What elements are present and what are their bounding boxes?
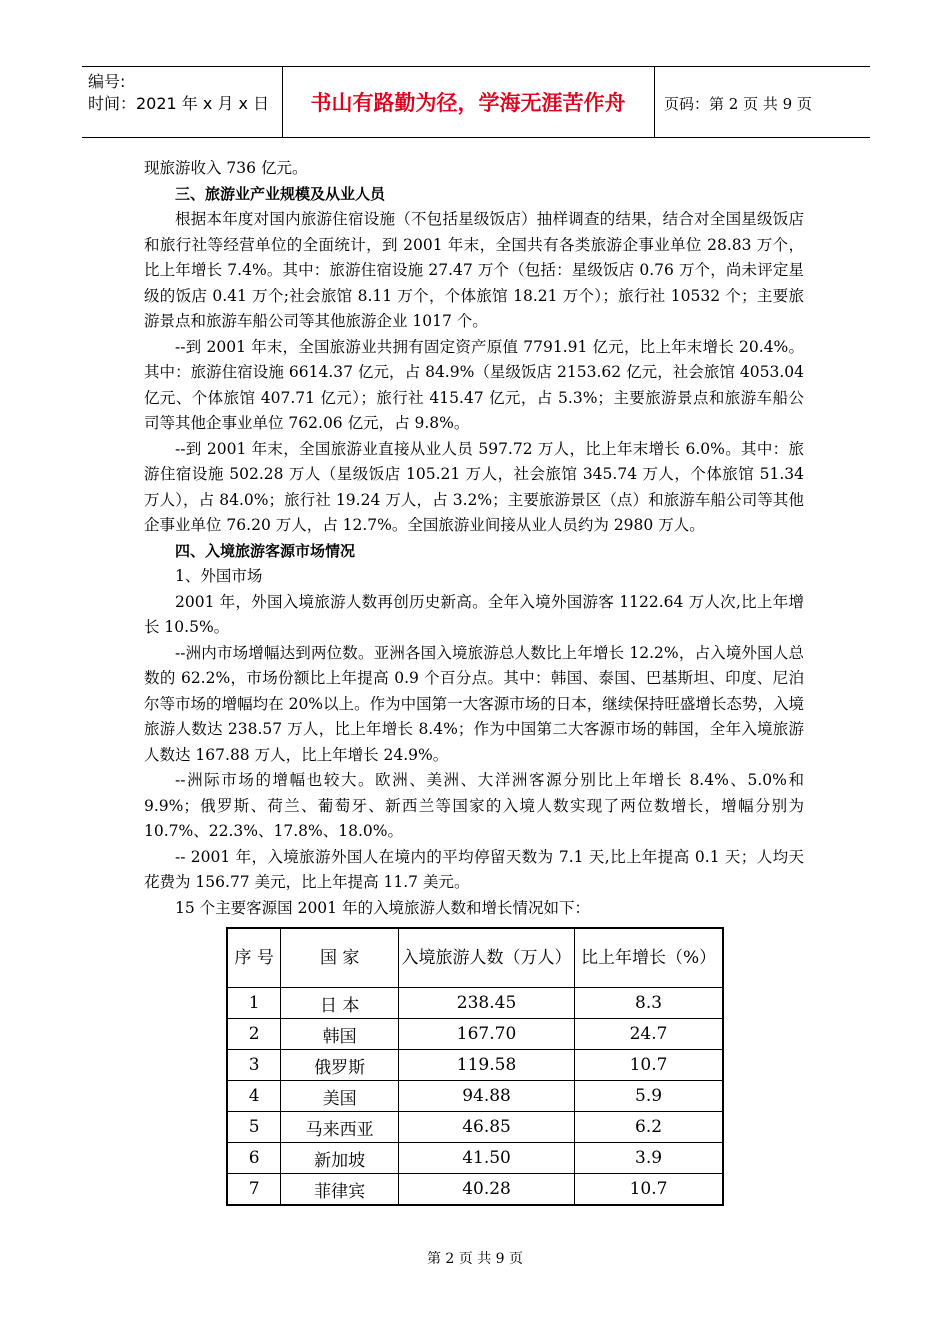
table-cell: 119.58 <box>399 1050 575 1081</box>
table-header-cell: 序 号 <box>227 928 281 988</box>
header-divider <box>654 67 655 137</box>
table-cell: 日 本 <box>281 988 399 1019</box>
table-cell: 2 <box>227 1019 281 1050</box>
table-cell: 菲律宾 <box>281 1174 399 1206</box>
subsection-heading: 1、外国市场 <box>175 567 263 585</box>
paragraph: --到 2001 年末，全国旅游业直接从业人员 597.72 万人，比上年末增长 6.0%。其中：旅游住宿设施 502.28 万人（星级饭店 105.21 万人，社会旅馆 345.74 万人，个体旅馆 51.34 万人），占 84.0%；旅行社 19.24 万人，占 3.2%；主要旅游景区（点）和旅游车船公司等其他企事业单位 76.20 万人，占 12.7%。全国旅游业间接从业人员约为 2980 万人。 <box>144 439 804 534</box>
source-country-table <box>226 927 724 1206</box>
table-cell: 10.7 <box>575 1174 723 1206</box>
paragraph: --到 2001 年末，全国旅游业共拥有固定资产原值 7791.91 亿元，比上年末增长 20.4%。其中：旅游住宿设施 6614.37 亿元，占 84.9%（星级饭店 2153.62 亿元，社会旅馆 4053.04 亿元、个体旅馆 407.71 亿元）；旅行社 415.47 亿元，占 5.3%；主要旅游景点和旅游车船公司等其他企事业单位 762.06 亿元，占 9.8%。 <box>144 337 804 432</box>
table-header-cell: 入境旅游人数（万人） <box>399 928 575 988</box>
table-header-cell: 比上年增长（%） <box>575 928 723 988</box>
document-body <box>144 156 804 921</box>
page-footer: 第 2 页 共 9 页 <box>426 1251 524 1267</box>
header-motto: 书山有路勤为径，学海无涯苦作舟 <box>310 91 626 115</box>
page-header <box>82 66 870 138</box>
table-cell: 8.3 <box>575 988 723 1019</box>
table-cell: 94.88 <box>399 1081 575 1112</box>
paragraph: --洲际市场的增幅也较大。欧洲、美洲、大洋洲客源分别比上年增长 8.4%、5.0%和 9.9%；俄罗斯、荷兰、葡萄牙、新西兰等国家的入境人数实现了两位数增长，增幅分别为 10.7%、22.3%、17.8%、18.0%。 <box>144 771 804 840</box>
date-label: 时间：2021 年 x 月 x 日 <box>88 94 270 113</box>
doc-number-label: 编号: <box>88 72 126 91</box>
table-row <box>227 1081 723 1112</box>
table-header-row <box>227 928 723 988</box>
paragraph: 2001 年，外国入境旅游人数再创历史新高。全年入境外国游客 1122.64 万人次,比上年增长 10.5%。 <box>144 592 804 636</box>
table-cell: 24.7 <box>575 1019 723 1050</box>
paragraph: 根据本年度对国内旅游住宿设施（不包括星级饭店）抽样调查的结果，结合对全国星级饭店和旅行社等经营单位的全面统计，到 2001 年末，全国共有各类旅游企事业单位 28.83 万个，比上年增长 7.4%。其中：旅游住宿设施 27.47 万个（包括：星级饭店 0.76 万个，尚未评定星级的饭店 0.41 万个;社会旅馆 8.11 万个，个体旅馆 18.21 万个）；旅行社 10532 个；主要旅游景点和旅游车船公司等其他旅游企业 1017 个。 <box>144 210 804 330</box>
section-heading: 四、入境旅游客源市场情况 <box>175 541 356 560</box>
table-row <box>227 1019 723 1050</box>
table-row <box>227 988 723 1019</box>
table-cell: 6.2 <box>575 1112 723 1143</box>
table-cell: 马来西亚 <box>281 1112 399 1143</box>
paragraph: 现旅游收入 736 亿元。 <box>144 159 308 177</box>
table-cell: 5.9 <box>575 1081 723 1112</box>
paragraph: -- 2001 年，入境旅游外国人在境内的平均停留天数为 7.1 天,比上年提高 0.1 天；人均天花费为 156.77 美元，比上年提高 11.7 美元。 <box>144 847 804 891</box>
table-cell: 美国 <box>281 1081 399 1112</box>
table-cell: 238.45 <box>399 988 575 1019</box>
table-header-cell: 国 家 <box>281 928 399 988</box>
table-cell: 7 <box>227 1174 281 1206</box>
table-cell: 40.28 <box>399 1174 575 1206</box>
table-cell: 5 <box>227 1112 281 1143</box>
header-meta <box>88 71 278 115</box>
table-row <box>227 1174 723 1206</box>
table-cell: 新加坡 <box>281 1143 399 1174</box>
paragraph: --洲内市场增幅达到两位数。亚洲各国入境旅游总人数比上年增长 12.2%，占入境外国人总数的 62.2%，市场份额比上年提高 0.9 个百分点。其中：韩国、泰国、巴基斯坦、印度、尼泊尔等市场的增幅均在 20%以上。作为中国第一大客源市场的日本，继续保持旺盛增长态势，入境旅游人数达 238.57 万人，比上年增长 8.4%；作为中国第二大客源市场的韩国，全年入境旅游人数达 167.88 万人，比上年增长 24.9%。 <box>144 643 804 764</box>
table-row <box>227 1112 723 1143</box>
table-row <box>227 1050 723 1081</box>
table-cell: 41.50 <box>399 1143 575 1174</box>
header-page-info: 页码：第 2 页 共 9 页 <box>664 95 812 113</box>
table-cell: 4 <box>227 1081 281 1112</box>
table-row <box>227 1143 723 1174</box>
table-cell: 3 <box>227 1050 281 1081</box>
table-cell: 韩国 <box>281 1019 399 1050</box>
section-heading: 三、旅游业产业规模及从业人员 <box>175 184 386 203</box>
table-cell: 1 <box>227 988 281 1019</box>
table-cell: 俄罗斯 <box>281 1050 399 1081</box>
table-cell: 6 <box>227 1143 281 1174</box>
table-cell: 46.85 <box>399 1112 575 1143</box>
table-cell: 10.7 <box>575 1050 723 1081</box>
table-cell: 3.9 <box>575 1143 723 1174</box>
paragraph: 15 个主要客源国 2001 年的入境旅游人数和增长情况如下： <box>175 898 590 917</box>
table-cell: 167.70 <box>399 1019 575 1050</box>
